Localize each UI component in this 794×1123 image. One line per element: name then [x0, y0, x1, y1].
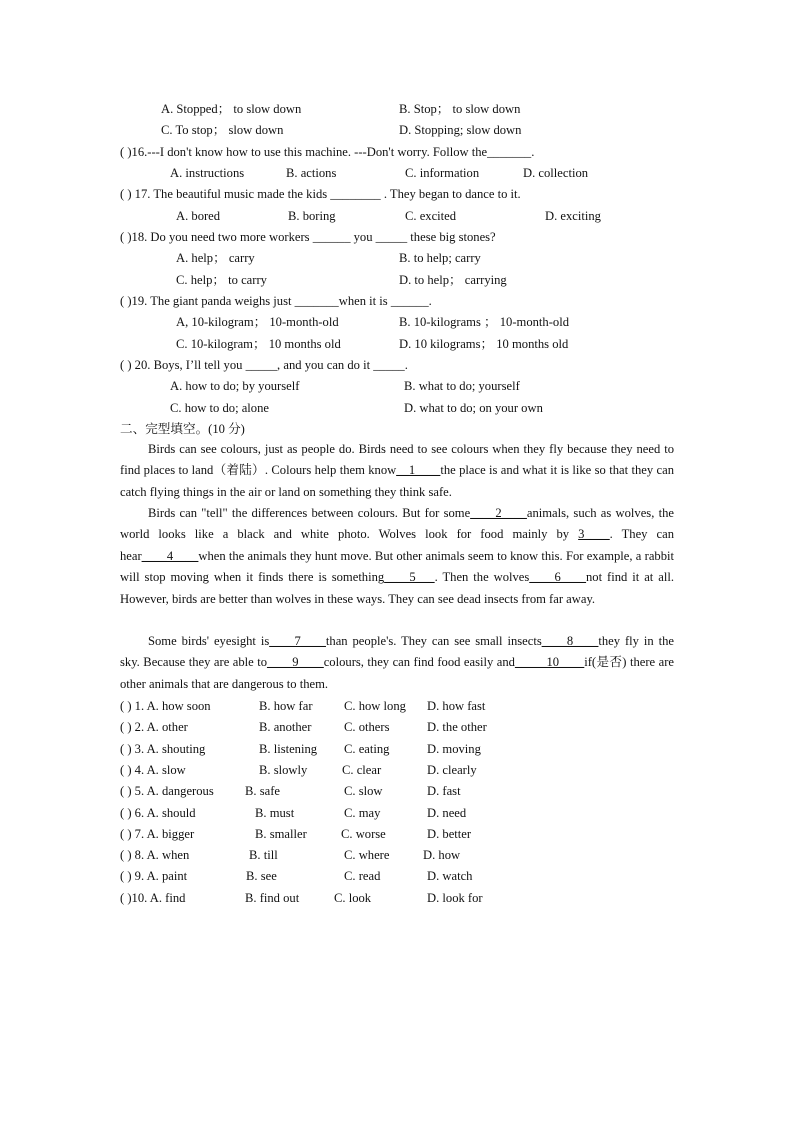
q17-option-a: A. bored [176, 209, 221, 223]
passage-text: . Then the wolves [434, 570, 530, 585]
answer-row-6-option-b: B. must [255, 806, 295, 820]
answer-row-6-option-a: ( ) 6. A. should [120, 806, 196, 820]
blank-8: ____8____ [541, 634, 599, 648]
q15-option-d: D. Stopping; slow down [399, 123, 522, 137]
answer-row-9-option-d: D. watch [427, 869, 473, 883]
blank-7: ____7____ [269, 634, 326, 648]
q16-option-c: C. information [405, 166, 480, 180]
passage-text: not find it at all. However, birds are better than wolves in these ways. They can see dead insects from far away. [120, 570, 675, 606]
answer-row-4-option-a: ( ) 4. A. slow [120, 763, 186, 777]
q15-option-b: B. Stop； to slow down [399, 102, 521, 116]
passage-text: if(是否) there are other animals that are dangerous to them. [120, 655, 675, 691]
q16-option-a: A. instructions [170, 166, 245, 180]
answer-row-5-option-c: C. slow [344, 784, 383, 798]
q19-stem: ( )19. The giant panda weighs just _______when it is ______. [120, 294, 432, 308]
answer-row-7-option-a: ( ) 7. A. bigger [120, 827, 195, 841]
answer-row-3-option-c: C. eating [344, 742, 390, 756]
blank-10: _____10____ [514, 655, 585, 670]
answer-row-10-option-d: D. look for [427, 891, 483, 905]
passage-text: colours, they can find food easily and [323, 655, 515, 670]
answer-row-8-option-d: D. how [423, 848, 461, 862]
passage-paragraph-2 [120, 503, 674, 610]
passage-text: Some birds' eyesight is [148, 634, 270, 648]
q19-option-b: B. 10-kilograms ； 10-month-old [399, 315, 570, 329]
passage-text: Birds can see colours, just as people do. Birds need to see colours when they fly because they need to find places to land（着陆）. Colours help them know [120, 442, 674, 478]
answer-row-10-option-b: B. find out [245, 891, 300, 905]
answer-row-3-option-b: B. listening [259, 742, 318, 756]
answer-row-4-option-b: B. slowly [259, 763, 308, 777]
passage-text: the place is and what it is like so that they can catch flying things in the air or land on something they think safe. [120, 463, 674, 499]
q18-option-d: D. to help； carrying [399, 273, 507, 287]
q19-option-d: D. 10 kilograms； 10 months old [399, 337, 569, 351]
q15-option-a: A. Stopped； to slow down [161, 102, 302, 116]
answer-row-7-option-b: B. smaller [255, 827, 307, 841]
q17-option-d: D. exciting [545, 209, 601, 223]
passage-text: when the animals they hunt move. But other animals seem to know this. For example, a rabbit will stop moving when it finds there is something [120, 548, 674, 585]
answer-row-5-option-d: D. fast [427, 784, 461, 798]
answer-row-10-option-c: C. look [334, 891, 372, 905]
q17-option-b: B. boring [288, 209, 336, 223]
blank-4: ____4____ [141, 548, 199, 563]
passage-paragraph-1 [120, 439, 674, 503]
q20-option-b: B. what to do; yourself [404, 379, 520, 393]
passage-paragraph-3 [120, 631, 674, 695]
q16-option-b: B. actions [286, 166, 337, 180]
answer-row-9-option-c: C. read [344, 869, 381, 883]
answer-row-1-option-b: B. how far [259, 699, 313, 713]
q17-option-c: C. excited [405, 209, 457, 223]
q15-option-c: C. To stop； slow down [161, 123, 284, 137]
q16-stem: ( )16.---I don't know how to use this machine. ---Don't worry. Follow the_______. [120, 145, 535, 159]
blank-3: 3____ [578, 527, 610, 542]
answer-row-5-option-a: ( ) 5. A. dangerous [120, 784, 214, 798]
answer-row-1-option-d: D. how fast [427, 699, 486, 713]
q20-option-c: C. how to do; alone [170, 401, 269, 415]
answer-row-5-option-b: B. safe [245, 784, 280, 798]
answer-row-2-option-d: D. the other [427, 720, 487, 734]
answer-row-9-option-b: B. see [246, 869, 277, 883]
answer-row-3-option-d: D. moving [427, 742, 481, 756]
q18-option-a: A. help； carry [176, 251, 255, 265]
passage-text: animals, such as wolves, the world looks like a black and white photo. Wolves look for food mainly by [120, 506, 674, 542]
answer-row-2-option-b: B. another [259, 720, 312, 734]
passage-text: they fly in the sky. Because they are able to [120, 634, 674, 670]
passage-text: than people's. They can see small insects [325, 634, 542, 648]
answer-row-8-option-c: C. where [344, 848, 390, 862]
blank-6: ____6____ [529, 570, 586, 585]
answer-row-4-option-d: D. clearly [427, 763, 477, 777]
passage-text: Birds can "tell" the differences between colours. But for some [148, 506, 471, 520]
blank-9: ____9____ [267, 655, 324, 670]
q18-stem: ( )18. Do you need two more workers ______ you _____ these big stones? [120, 230, 496, 244]
q20-option-a: A. how to do; by yourself [170, 379, 300, 393]
blank-5: ____5___ [384, 570, 435, 585]
answer-row-6-option-c: C. may [344, 806, 381, 820]
answer-row-2-option-a: ( ) 2. A. other [120, 720, 188, 734]
answer-row-7-option-c: C. worse [341, 827, 386, 841]
answer-row-10-option-a: ( )10. A. find [120, 891, 186, 905]
q16-option-d: D. collection [523, 166, 589, 180]
q18-option-b: B. to help; carry [399, 251, 481, 265]
q20-option-d: D. what to do; on your own [404, 401, 543, 415]
answer-row-6-option-d: D. need [427, 806, 467, 820]
answer-row-2-option-c: C. others [344, 720, 390, 734]
answer-row-1-option-a: ( ) 1. A. how soon [120, 699, 211, 713]
answer-row-8-option-a: ( ) 8. A. when [120, 848, 190, 862]
q20-stem: ( ) 20. Boys, I’ll tell you _____, and you can do it _____. [120, 358, 408, 372]
q19-option-a: A, 10-kilogram； 10-month-old [176, 315, 339, 329]
passage-text: . They can hear [120, 527, 675, 563]
q19-option-c: C. 10-kilogram； 10 months old [176, 337, 341, 351]
answer-row-4-option-c: C. clear [342, 763, 382, 777]
answer-row-7-option-d: D. better [427, 827, 472, 841]
section-heading: 二、完型填空。(10 分) [120, 422, 245, 436]
blank-1: __1____ [396, 463, 441, 478]
answer-row-9-option-a: ( ) 9. A. paint [120, 869, 188, 883]
answer-row-8-option-b: B. till [249, 848, 278, 862]
answer-row-3-option-a: ( ) 3. A. shouting [120, 742, 206, 756]
answer-row-1-option-c: C. how long [344, 699, 406, 713]
q18-option-c: C. help； to carry [176, 273, 267, 287]
q17-stem: ( ) 17. The beautiful music made the kids ________ . They began to dance to it. [120, 187, 521, 201]
blank-2: ____2____ [470, 506, 527, 520]
